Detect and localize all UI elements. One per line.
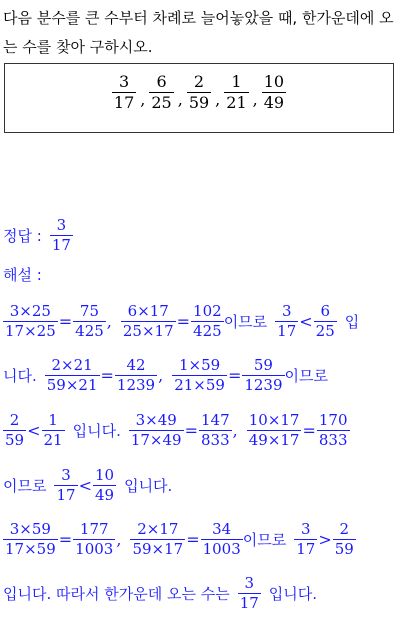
fraction bbox=[224, 74, 248, 111]
fraction bbox=[3, 304, 58, 339]
denominator: 17×49 bbox=[130, 431, 182, 449]
text: 이므로 bbox=[242, 531, 287, 549]
operator: , bbox=[106, 312, 112, 331]
operator: = bbox=[184, 421, 198, 440]
denominator: 1003 bbox=[75, 540, 114, 558]
fraction bbox=[112, 74, 136, 111]
numerator: 34 bbox=[212, 520, 232, 538]
denominator: 17 bbox=[56, 486, 76, 504]
numerator: 1 bbox=[231, 72, 242, 91]
denominator: 425 bbox=[75, 322, 104, 340]
numerator: 1 bbox=[48, 411, 58, 429]
explain-line-1 bbox=[3, 304, 359, 339]
numerator: 2×21 bbox=[51, 356, 93, 374]
numerator: 42 bbox=[126, 356, 146, 374]
explain-line-2 bbox=[3, 358, 328, 393]
operator: , bbox=[158, 366, 164, 385]
operator: < bbox=[27, 421, 41, 440]
denominator: 425 bbox=[193, 322, 222, 340]
question-text: 다음 분수를 큰 수부터 차례로 늘어놓았을 때, 한가운데에 오는 수를 찾아 구하시오. bbox=[3, 9, 394, 56]
text: 이므로 bbox=[3, 477, 47, 495]
fraction bbox=[3, 413, 26, 448]
denominator: 49 bbox=[94, 486, 115, 504]
denominator: 49×17 bbox=[248, 431, 300, 449]
text: 입니다. 따라서 한가운데 오는 수는 bbox=[3, 585, 230, 603]
fraction bbox=[149, 74, 173, 111]
numerator: 2×17 bbox=[137, 520, 179, 538]
fraction bbox=[333, 522, 356, 557]
text: 입니다. bbox=[72, 422, 121, 440]
denominator: 59×17 bbox=[132, 540, 184, 558]
denominator: 833 bbox=[318, 431, 348, 449]
numerator: 3×25 bbox=[9, 302, 51, 320]
explain-line-6 bbox=[3, 576, 317, 611]
numerator: 6 bbox=[156, 72, 167, 91]
fraction bbox=[121, 304, 176, 339]
operator: = bbox=[176, 312, 191, 331]
answer-fraction bbox=[50, 218, 73, 253]
denominator: 59 bbox=[188, 93, 210, 112]
numerator: 147 bbox=[201, 411, 230, 429]
denominator: 17 bbox=[277, 322, 297, 340]
numerator: 10 bbox=[263, 72, 285, 91]
fraction bbox=[45, 358, 100, 393]
denominator: 833 bbox=[201, 431, 230, 449]
numerator: 3 bbox=[118, 72, 130, 91]
fraction bbox=[317, 413, 350, 448]
fraction-list bbox=[5, 74, 393, 111]
denominator: 25×17 bbox=[122, 322, 174, 340]
fraction bbox=[42, 413, 65, 448]
fraction bbox=[54, 468, 77, 503]
numerator: 6×17 bbox=[127, 302, 169, 320]
denominator: 21 bbox=[226, 93, 247, 112]
comma: , bbox=[252, 90, 258, 109]
text: 니다. bbox=[3, 367, 37, 385]
numerator: 59 bbox=[253, 356, 273, 374]
explain-label bbox=[3, 264, 42, 285]
fraction bbox=[275, 304, 298, 339]
operator: = bbox=[58, 530, 73, 549]
fraction bbox=[262, 74, 286, 111]
operator: < bbox=[78, 476, 92, 495]
operator: , bbox=[116, 530, 122, 549]
answer-label: 정답 : bbox=[3, 227, 42, 245]
denominator: 49 bbox=[263, 93, 285, 112]
fraction bbox=[73, 522, 115, 557]
denominator: 1239 bbox=[244, 376, 283, 394]
operator: = bbox=[58, 312, 73, 331]
numerator: 10×17 bbox=[248, 411, 300, 429]
fraction bbox=[199, 413, 232, 448]
denominator: 17 bbox=[113, 93, 135, 112]
fraction bbox=[201, 522, 243, 557]
numerator: 170 bbox=[318, 411, 348, 429]
fraction bbox=[130, 522, 185, 557]
numerator: 3×49 bbox=[135, 411, 177, 429]
text: 입니다. bbox=[268, 585, 318, 603]
numerator: 3 bbox=[61, 466, 71, 484]
operator: = bbox=[302, 421, 316, 440]
fraction bbox=[3, 522, 58, 557]
numerator: 2 bbox=[193, 72, 205, 91]
numerator: 2 bbox=[339, 520, 350, 538]
comma: , bbox=[140, 90, 146, 109]
explain-line-3 bbox=[3, 413, 350, 448]
denominator: 59 bbox=[334, 540, 354, 558]
fraction bbox=[93, 468, 116, 503]
text: 이므로 bbox=[284, 367, 329, 385]
fraction bbox=[187, 74, 211, 111]
operator: = bbox=[100, 366, 114, 385]
fraction bbox=[172, 358, 227, 393]
explain-line-4 bbox=[3, 468, 172, 503]
fraction bbox=[238, 576, 261, 611]
numerator: 102 bbox=[193, 302, 222, 320]
denominator: 17 bbox=[51, 236, 71, 254]
operator: < bbox=[299, 312, 313, 331]
numerator: 3 bbox=[281, 302, 292, 320]
denominator: 1003 bbox=[202, 540, 241, 558]
denominator: 21×59 bbox=[174, 376, 225, 394]
denominator: 25 bbox=[315, 322, 335, 340]
text: 입니다. bbox=[124, 477, 173, 495]
operator: > bbox=[318, 530, 332, 549]
fraction bbox=[314, 304, 337, 339]
fraction bbox=[242, 358, 284, 393]
numerator: 3 bbox=[56, 216, 67, 234]
operator: , bbox=[232, 421, 238, 440]
denominator: 1239 bbox=[116, 376, 156, 394]
comma: , bbox=[215, 90, 221, 109]
fraction bbox=[294, 522, 317, 557]
denominator: 17×25 bbox=[5, 322, 56, 340]
fraction bbox=[191, 304, 224, 339]
denominator: 21 bbox=[43, 431, 63, 449]
numerator: 10 bbox=[94, 466, 115, 484]
numerator: 1×59 bbox=[178, 356, 221, 374]
text: 이므로 bbox=[223, 313, 268, 331]
operator: = bbox=[186, 530, 200, 549]
numerator: 75 bbox=[79, 302, 100, 320]
numerator: 3 bbox=[244, 574, 255, 592]
fraction-box bbox=[4, 63, 394, 133]
operator: = bbox=[227, 366, 242, 385]
fraction bbox=[247, 413, 302, 448]
numerator: 3×59 bbox=[9, 520, 51, 538]
text: 해설 : bbox=[3, 266, 42, 284]
comma: , bbox=[177, 90, 183, 109]
numerator: 2 bbox=[9, 411, 20, 429]
denominator: 17 bbox=[296, 540, 316, 558]
fraction bbox=[73, 304, 106, 339]
numerator: 6 bbox=[320, 302, 330, 320]
explain-line-5 bbox=[3, 522, 356, 557]
denominator: 17 bbox=[239, 594, 259, 612]
denominator: 25 bbox=[151, 93, 172, 112]
denominator: 59 bbox=[5, 431, 25, 449]
denominator: 59×21 bbox=[46, 376, 98, 394]
text: 입 bbox=[344, 313, 360, 331]
answer-line bbox=[3, 218, 73, 253]
denominator: 17×59 bbox=[5, 540, 56, 558]
fraction bbox=[115, 358, 157, 393]
fraction bbox=[129, 413, 184, 448]
numerator: 177 bbox=[79, 520, 109, 538]
numerator: 3 bbox=[301, 520, 311, 538]
